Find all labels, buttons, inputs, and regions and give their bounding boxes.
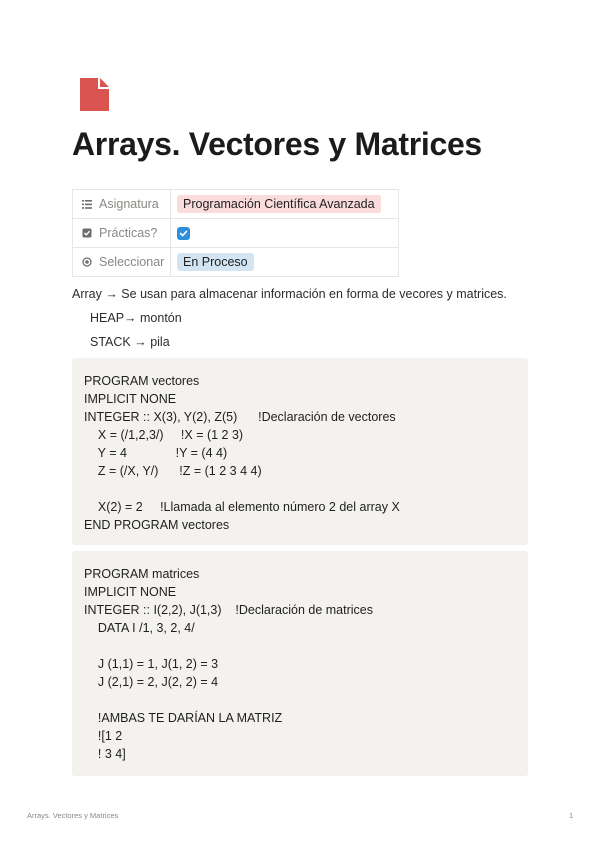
- code-block-vectores: [72, 358, 528, 545]
- code-line: J (2,1) = 2, J(2, 2) = 4: [84, 675, 219, 689]
- code-line: PROGRAM vectores: [84, 374, 200, 388]
- code-line: END PROGRAM vectores: [84, 518, 230, 532]
- property-row-seleccionar: [73, 248, 399, 277]
- code-line: [84, 480, 516, 498]
- page-title: Arrays. Vectores y Matrices: [72, 126, 482, 162]
- code-block-matrices: [72, 551, 528, 776]
- property-row-practicas: [73, 219, 399, 248]
- stack-line: STACK → pila: [90, 335, 170, 349]
- code-line: INTEGER :: X(3), Y(2), Z(5) !Declaración de vectores: [84, 410, 396, 424]
- code-line: INTEGER :: I(2,2), J(1,3) !Declaración de matrices: [84, 603, 373, 617]
- code-line: DATA I /1, 3, 2, 4/: [84, 621, 195, 635]
- property-label: Prácticas?: [99, 226, 158, 240]
- code-line: J (1,1) = 1, J(1, 2) = 3: [84, 657, 219, 671]
- code-line: PROGRAM matrices: [84, 567, 200, 581]
- code-line: IMPLICIT NONE: [84, 392, 177, 406]
- subject-tag[interactable]: Programación Científica Avanzada: [177, 195, 381, 213]
- footer-title: Arrays. Vectores y Matrices: [27, 811, 119, 820]
- property-label: Asignatura: [99, 197, 159, 211]
- array-definition: Array → Se usan para almacenar información en forma de vecores y matrices.: [72, 287, 507, 301]
- page-number: 1: [569, 811, 574, 820]
- code-line: !AMBAS TE DARÍAN LA MATRIZ: [84, 711, 283, 725]
- code-line: ! 3 4]: [84, 747, 126, 761]
- code-line: X(2) = 2 !Llamada al elemento número 2 del array X: [84, 500, 400, 514]
- code-line: Z = (/X, Y/) !Z = (1 2 3 4 4): [84, 464, 262, 478]
- property-row-asignatura: [73, 190, 399, 219]
- code-line: ![1 2: [84, 729, 123, 743]
- practicas-checkbox[interactable]: [177, 227, 190, 240]
- property-label: Seleccionar: [99, 255, 165, 269]
- code-line: IMPLICIT NONE: [84, 585, 177, 599]
- select-icon: [81, 256, 93, 268]
- document-icon: [80, 78, 109, 111]
- code-line: X = (/1,2,3/) !X = (1 2 3): [84, 428, 244, 442]
- heap-line: HEAP→ montón: [90, 311, 182, 325]
- status-tag[interactable]: En Proceso: [177, 253, 254, 271]
- code-line: [84, 691, 516, 709]
- checkbox-icon: [81, 227, 93, 239]
- list-icon: [81, 198, 93, 210]
- properties-table: [72, 189, 399, 277]
- code-line: [84, 637, 516, 655]
- code-line: Y = 4 !Y = (4 4): [84, 446, 228, 460]
